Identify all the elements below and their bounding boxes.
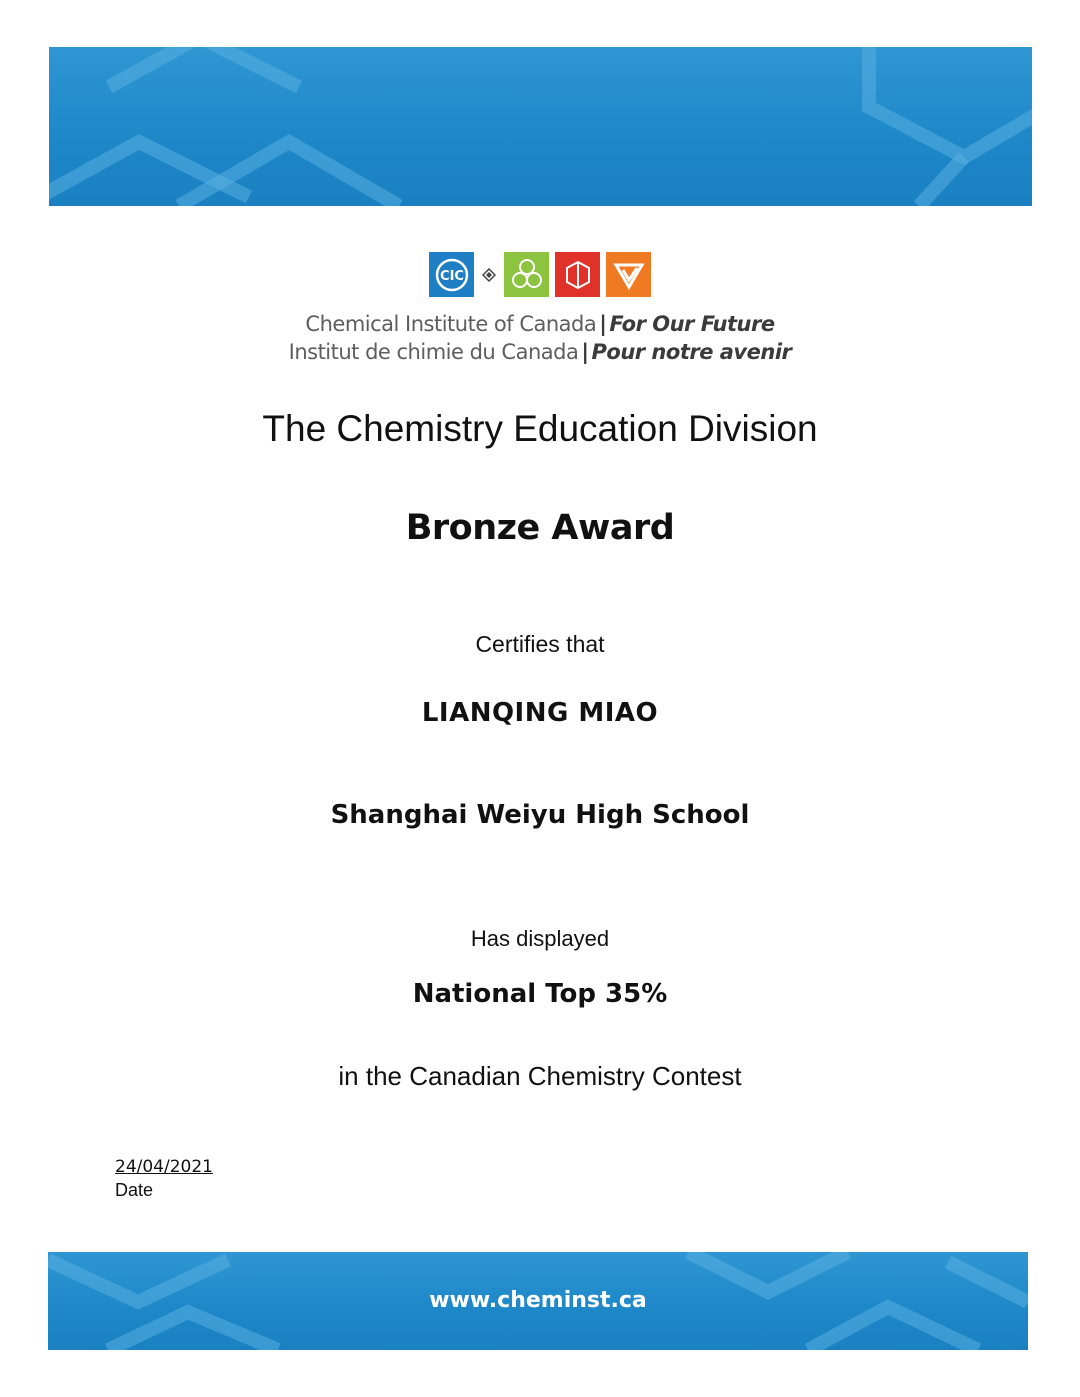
org-name-en: Chemical Institute of Canada — [305, 312, 597, 336]
ctc-logo-icon — [606, 252, 651, 297]
displayed-text: Has displayed — [470, 926, 610, 951]
scc-logo-icon — [504, 252, 549, 297]
cic-logo-icon — [429, 252, 474, 297]
award-title: Bronze Award — [405, 508, 675, 548]
contest-text: in the Canadian Chemistry Contest — [338, 1061, 742, 1091]
svg-text:CIC: CIC — [439, 268, 464, 284]
separator: | — [581, 340, 589, 364]
hexagon-pattern-icon — [49, 47, 1032, 206]
top-banner — [49, 47, 1032, 206]
org-tagline-fr: Pour notre avenir — [591, 340, 792, 364]
org-name-en-line — [0, 312, 1080, 336]
org-name-fr-line — [0, 340, 1080, 364]
org-tagline-en: For Our Future — [609, 312, 775, 336]
org-name-fr: Institut de chimie du Canada — [288, 340, 579, 364]
separator: | — [599, 312, 607, 336]
website-link[interactable]: www.cheminst.ca — [429, 1288, 647, 1313]
recipient-name: LIANQING MIAO — [421, 698, 659, 728]
logo-row — [0, 252, 1080, 297]
diamond-separator-icon — [480, 252, 498, 297]
school-name: Shanghai Weiyu High School — [330, 800, 750, 830]
bottom-banner — [48, 1252, 1028, 1350]
date-value: 24/04/2021 — [115, 1157, 213, 1177]
division-title: The Chemistry Education Division — [262, 408, 818, 449]
csche-logo-icon — [555, 252, 600, 297]
date-label: Date — [115, 1180, 154, 1200]
certifies-text: Certifies that — [475, 631, 605, 657]
achievement-text: National Top 35% — [412, 979, 668, 1009]
